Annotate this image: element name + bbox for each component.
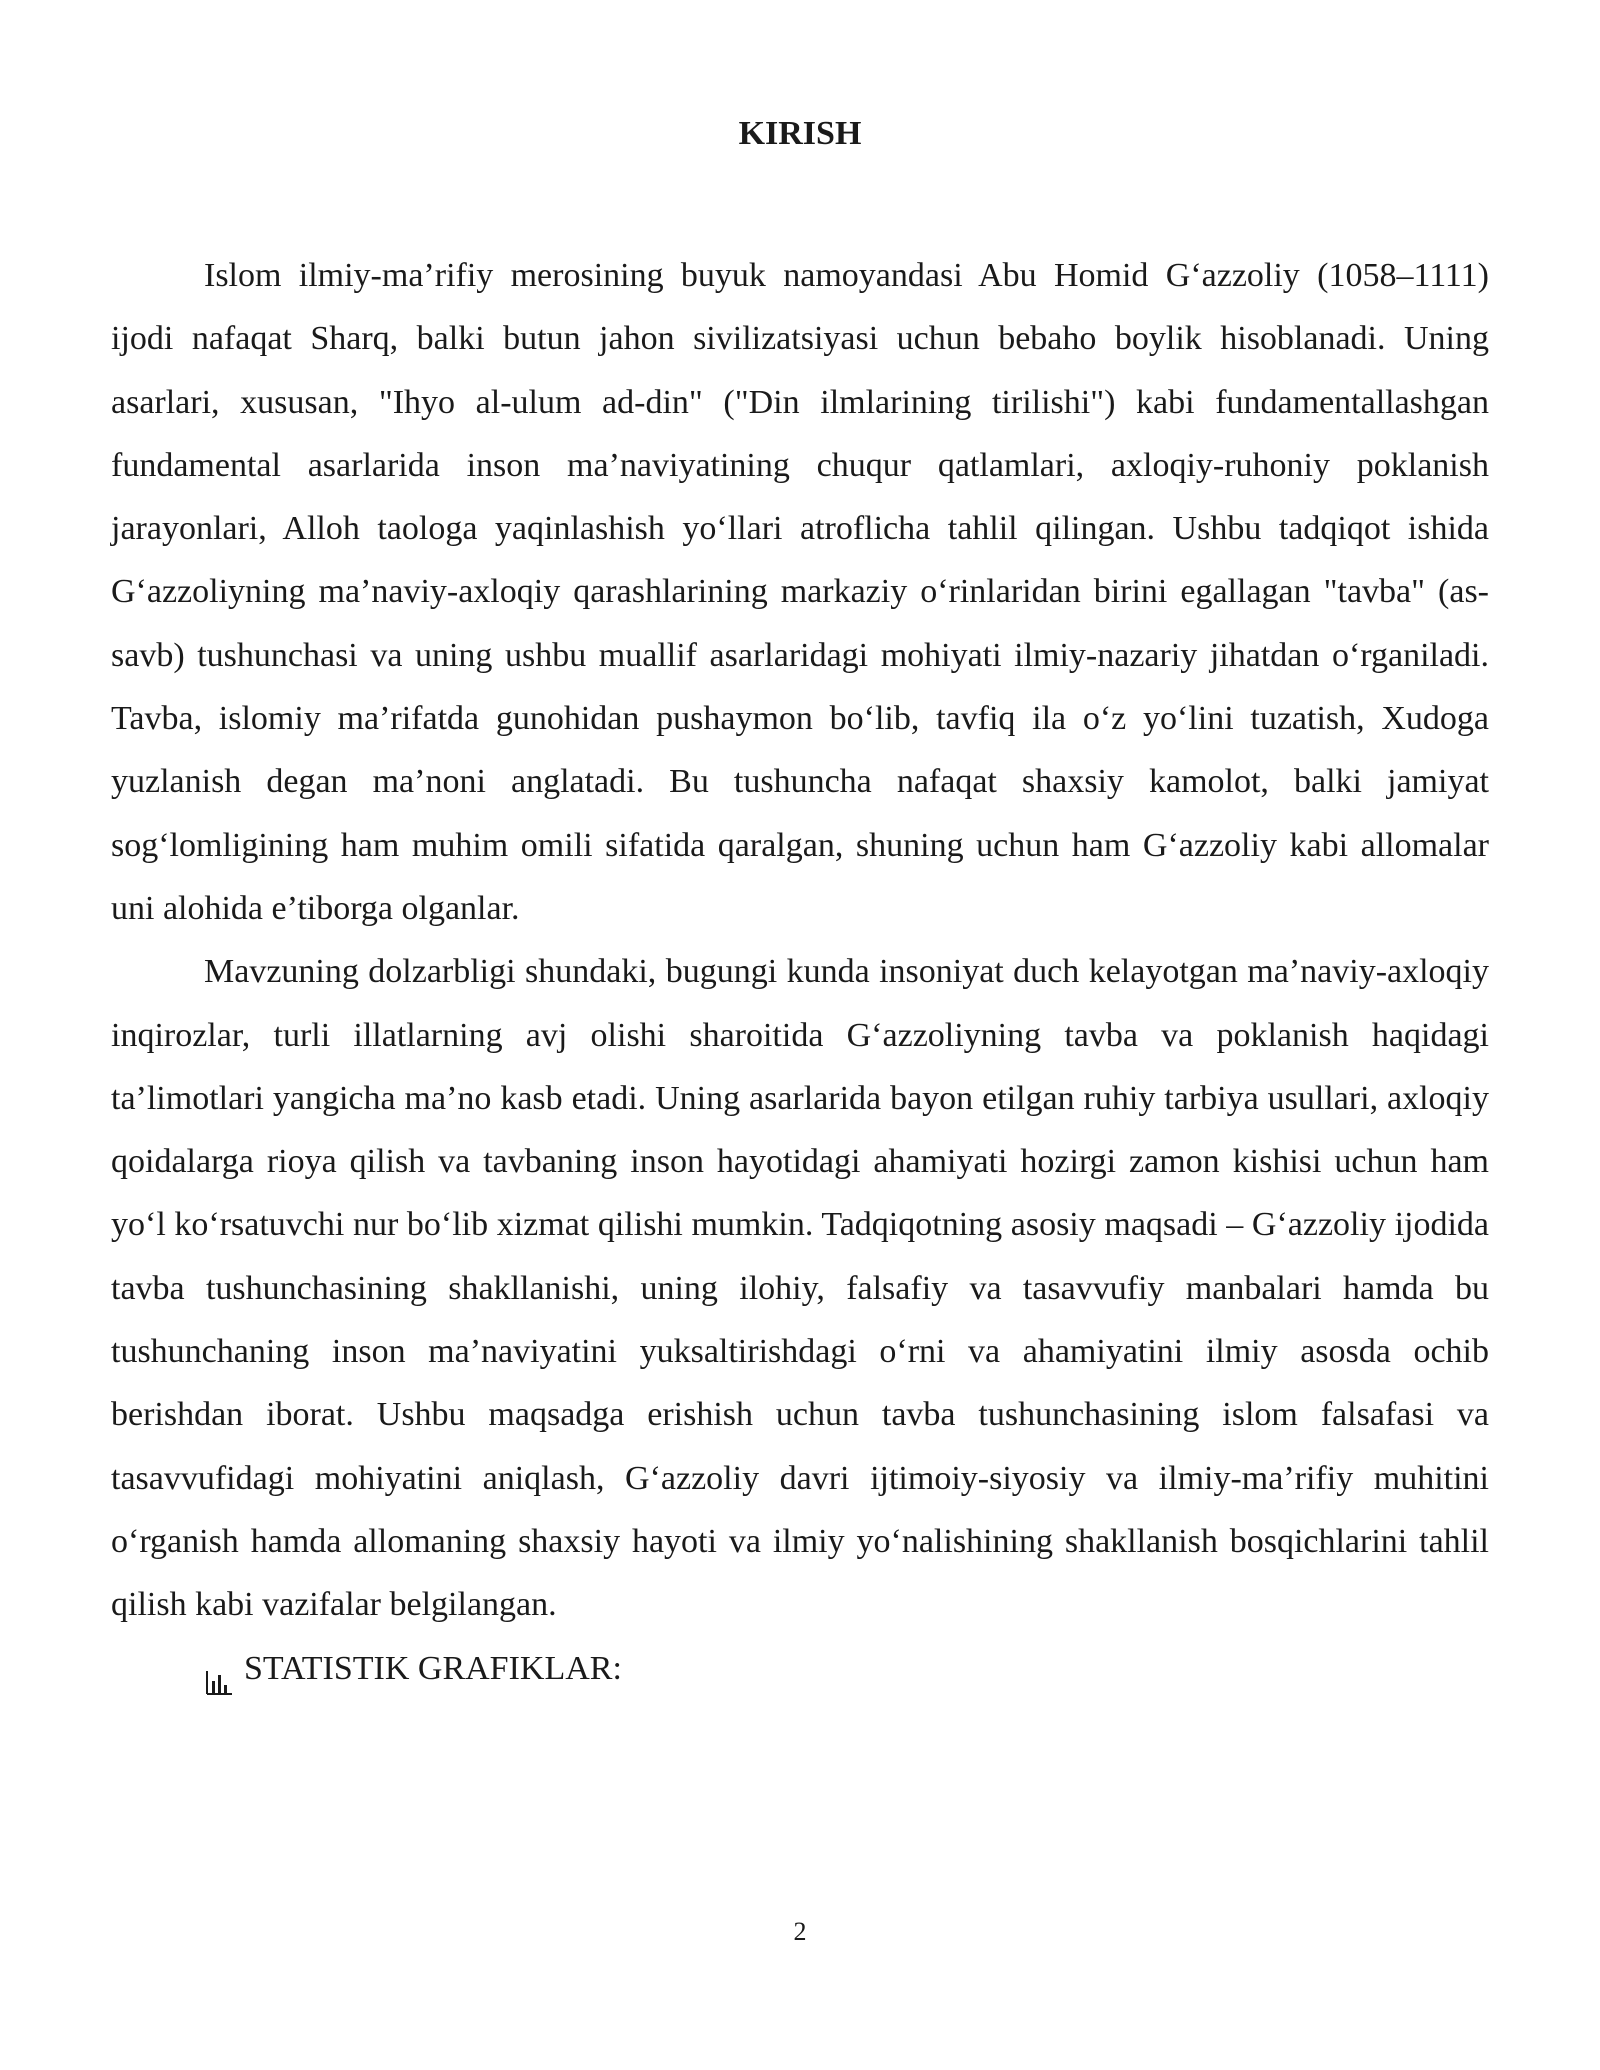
statistics-heading-label: STATISTIK GRAFIKLAR: (244, 1649, 622, 1687)
bar-chart-icon (204, 1655, 234, 1685)
paragraph-relevance: Mavzuning dolzarbligi shundaki, bugungi kunda insoniyat duch kelayotgan ma’naviy-axloqiy inqirozlar, turli illatlarning avj olishi sharoitida G‘azzoliyning tavba va poklanish haqidagi ta’limotlari yangicha ma’no kasb etadi. Uning asarlarida bayon etilgan ruhiy tarbiya usullari, axloqiy qoidalarga rioya qilish va tavbaning inson hayotidagi ahamiyati hozirgi zamon kishisi uchun ham yo‘l ko‘rsatuvchi nur bo‘lib xizmat qilishi mumkin. Tadqiqotning asosiy maqsadi – G‘azzoliy ijodida tavba tushunchasining shakllanishi, uning ilohiy, falsafiy va tasavvufiy manbalari hamda bu tushunchaning inson ma’naviyatini yuksaltirishdagi o‘rni va ahamiyatini ilmiy asosda ochib berishdan iborat. Ushbu maqsadga erishish uchun tavba tushunchasining islom falsafasi va tasavvufidagi mohiyatini aniqlash, G‘azzoliy davri ijtimoiy-siyosiy va ilmiy-ma’rifiy muhitini o‘rganish hamda allomaning shaxsiy hayoti va ilmiy yo‘nalishining shakllanish bosqichlarini tahlil qilish kabi vazifalar belgilangan. (111, 953, 1489, 1624)
page-number: 2 (793, 1917, 807, 1946)
body-text (111, 244, 1489, 1700)
page-title: KIRISH (738, 115, 862, 152)
statistics-heading (111, 1637, 1489, 1700)
paragraph-intro: Islom ilmiy-ma’rifiy merosining buyuk namoyandasi Abu Homid G‘azzoliy (1058–1111) ijodi nafaqat Sharq, balki butun jahon sivilizatsiyasi uchun bebaho boylik hisoblanadi. Uning asarlari, xususan, "Ihyo al-ulum ad-din" ("Din ilmlarining tirilishi") kabi fundamentallashgan fundamental asarlarida inson ma’naviyatining chuqur qatlamlari, axloqiy-ruhoniy poklanish jarayonlari, Alloh taologa yaqinlashish yo‘llari atroflicha tahlil qilingan. Ushbu tadqiqot ishida G‘azzoliyning ma’naviy-axloqiy qarashlarining markaziy o‘rinlaridan birini egallagan "tavba" (as-savb) tushunchasi va uning ushbu muallif asarlaridagi mohiyati ilmiy-nazariy jihatdan o‘rganiladi. Tavba, islomiy ma’rifatda gunohidan pushaymon bo‘lib, tavfiq ila o‘z yo‘lini tuzatish, Xudoga yuzlanish degan ma’noni anglatadi. Bu tushuncha nafaqat shaxsiy kamolot, balki jamiyat sog‘lomligining ham muhim omili sifatida qaralgan, shuning uchun ham G‘azzoliy kabi allomalar uni alohida e’tiborga olganlar. (111, 257, 1489, 927)
